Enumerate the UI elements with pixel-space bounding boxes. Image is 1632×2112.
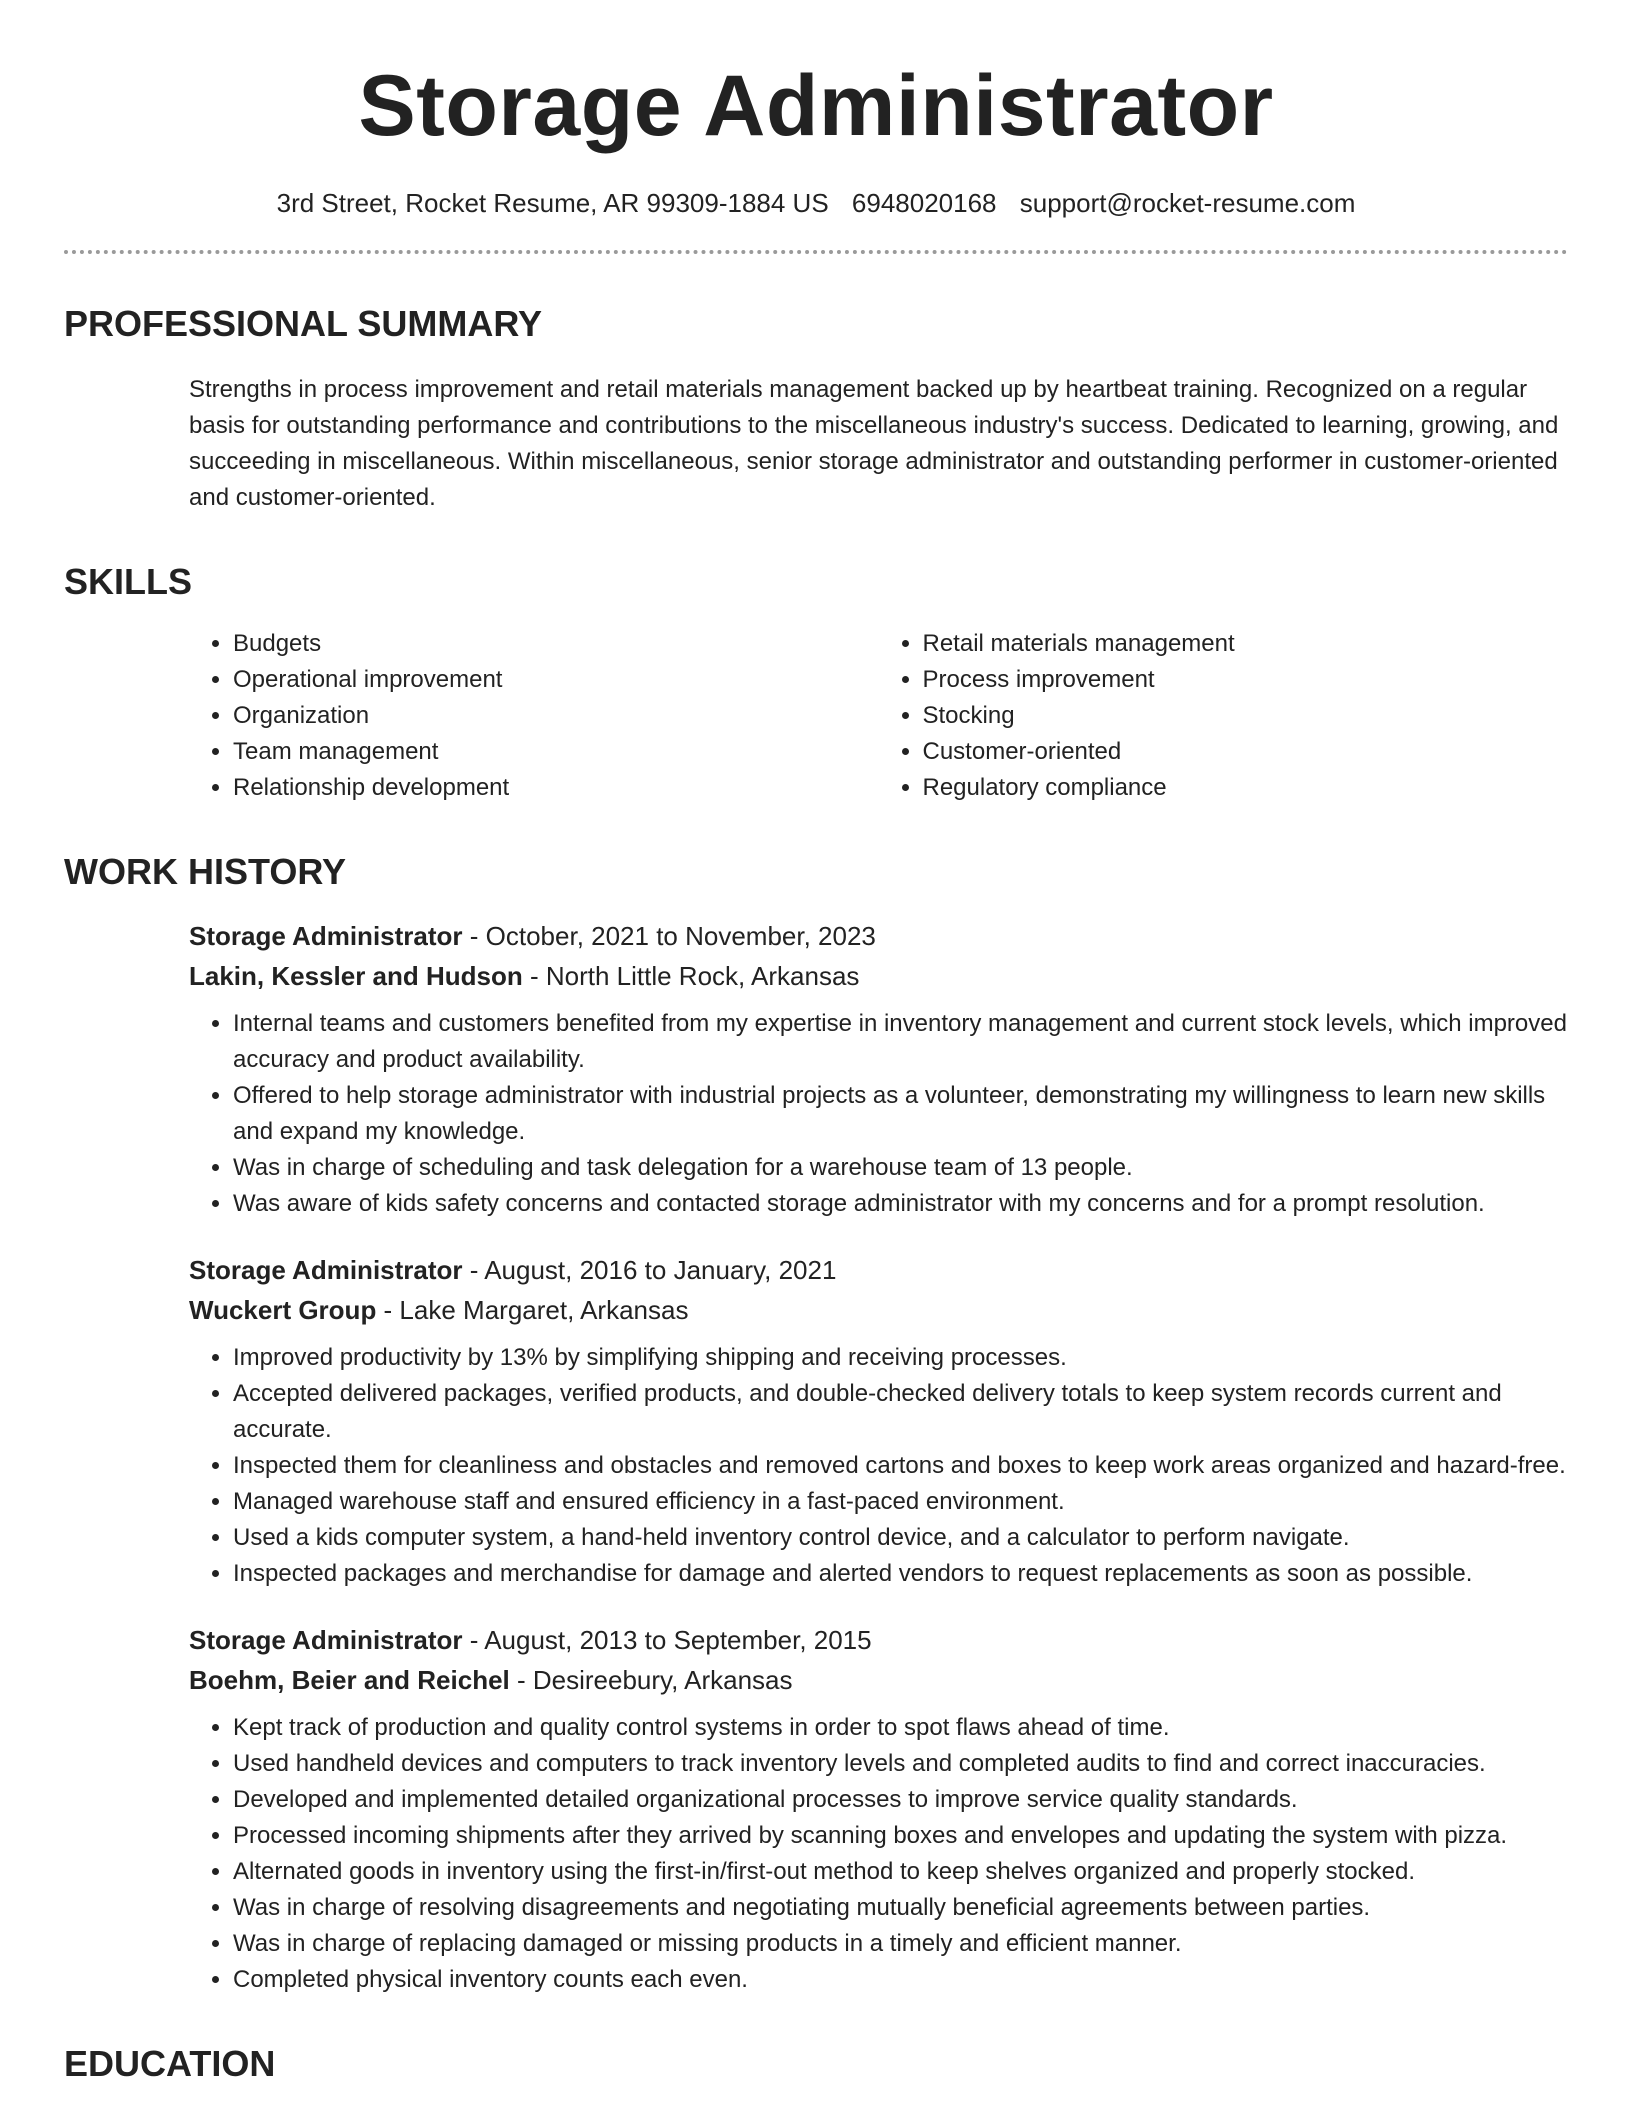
job-role: Storage Administrator bbox=[189, 1255, 463, 1285]
job-bullet: • Was in charge of replacing damaged or missing products in a timely and efficient manner. bbox=[233, 1926, 1568, 1962]
skill-item: • Operational improvement bbox=[233, 662, 879, 698]
skill-item: • Process improvement bbox=[923, 662, 1569, 698]
job-bullets bbox=[189, 1006, 1568, 1222]
skill-item: • Budgets bbox=[233, 626, 879, 662]
job-company-line bbox=[189, 1660, 1568, 1700]
job-company: Lakin, Kessler and Hudson bbox=[189, 961, 523, 991]
job-location: - Lake Margaret, Arkansas bbox=[376, 1295, 689, 1325]
contact-line bbox=[64, 186, 1568, 220]
job-company-line bbox=[189, 956, 1568, 996]
job-role: Storage Administrator bbox=[189, 1625, 463, 1655]
work-history-section bbox=[64, 850, 1568, 1998]
job-bullet: • Inspected them for cleanliness and obstacles and removed cartons and boxes to keep work areas organized and hazard-free. bbox=[233, 1448, 1568, 1484]
education-title: EDUCATION bbox=[64, 2043, 276, 2084]
job-bullet: • Kept track of production and quality control systems in order to spot flaws ahead of time. bbox=[233, 1710, 1568, 1746]
header-divider bbox=[64, 250, 1568, 254]
skill-item: • Regulatory compliance bbox=[923, 770, 1569, 806]
contact-phone: 6948020168 bbox=[851, 188, 997, 218]
job-role: Storage Administrator bbox=[189, 921, 463, 951]
job-dates: - October, 2021 to November, 2023 bbox=[462, 921, 876, 951]
job-company: Boehm, Beier and Reichel bbox=[189, 1665, 510, 1695]
job-bullet: • Used a kids computer system, a hand-held inventory control device, and a calculator to perform navigate. bbox=[233, 1520, 1568, 1556]
job-company: Wuckert Group bbox=[189, 1295, 377, 1325]
job-bullet: • Was in charge of scheduling and task delegation for a warehouse team of 13 people. bbox=[233, 1150, 1568, 1186]
job-entry bbox=[189, 1620, 1568, 1998]
job-bullet: • Inspected packages and merchandise for damage and alerted vendors to request replacements as soon as possible. bbox=[233, 1556, 1568, 1592]
skill-item: • Relationship development bbox=[233, 770, 879, 806]
skills-title: SKILLS bbox=[64, 561, 193, 602]
job-dates: - August, 2016 to January, 2021 bbox=[462, 1255, 837, 1285]
job-bullets bbox=[189, 1710, 1568, 1998]
job-dates: - August, 2013 to September, 2015 bbox=[462, 1625, 872, 1655]
skills-right-column bbox=[879, 626, 1569, 806]
skill-item: • Organization bbox=[233, 698, 879, 734]
job-bullet: • Used handheld devices and computers to track inventory levels and completed audits to find and correct inaccuracies. bbox=[233, 1746, 1568, 1782]
job-entry bbox=[189, 1250, 1568, 1592]
job-role-line bbox=[189, 1620, 1568, 1660]
job-bullet: • Was in charge of resolving disagreements and negotiating mutually beneficial agreements between parties. bbox=[233, 1890, 1568, 1926]
skill-item: • Team management bbox=[233, 734, 879, 770]
job-bullet: • Completed physical inventory counts each even. bbox=[233, 1962, 1568, 1998]
job-bullet: • Internal teams and customers benefited from my expertise in inventory management and current stock levels, which improved accuracy and product availability. bbox=[233, 1006, 1568, 1078]
job-company-line bbox=[189, 1290, 1568, 1330]
contact-address: 3rd Street, Rocket Resume, AR 99309-1884 US bbox=[276, 188, 829, 218]
job-bullet: • Processed incoming shipments after they arrived by scanning boxes and envelopes and updating the system with pizza. bbox=[233, 1818, 1568, 1854]
job-bullet: • Was aware of kids safety concerns and contacted storage administrator with my concerns and for a prompt resolution. bbox=[233, 1186, 1568, 1222]
skill-item: • Customer-oriented bbox=[923, 734, 1569, 770]
job-location: - Desireebury, Arkansas bbox=[509, 1665, 793, 1695]
summary-section bbox=[64, 302, 1568, 516]
job-bullet: • Accepted delivered packages, verified products, and double-checked delivery totals to keep system records current and accurate. bbox=[233, 1376, 1568, 1448]
education-section bbox=[64, 2042, 1568, 2086]
job-bullet: • Offered to help storage administrator with industrial projects as a volunteer, demonstrating my willingness to learn new skills and expand my knowledge. bbox=[233, 1078, 1568, 1150]
job-location: - North Little Rock, Arkansas bbox=[522, 961, 860, 991]
skill-item: • Retail materials management bbox=[923, 626, 1569, 662]
job-entry bbox=[189, 916, 1568, 1222]
skills-left-column bbox=[189, 626, 879, 806]
job-bullet: • Alternated goods in inventory using the first-in/first-out method to keep shelves organized and properly stocked. bbox=[233, 1854, 1568, 1890]
skills-grid bbox=[189, 626, 1568, 806]
resume-header bbox=[64, 0, 1568, 220]
skills-section bbox=[64, 560, 1568, 806]
skill-item: • Stocking bbox=[923, 698, 1569, 734]
summary-title: PROFESSIONAL SUMMARY bbox=[64, 303, 543, 344]
work-history-title: WORK HISTORY bbox=[64, 851, 347, 892]
job-bullet: • Developed and implemented detailed organizational processes to improve service quality standards. bbox=[233, 1782, 1568, 1818]
job-role-line bbox=[189, 916, 1568, 956]
job-role-line bbox=[189, 1250, 1568, 1290]
job-bullet: • Managed warehouse staff and ensured efficiency in a fast-paced environment. bbox=[233, 1484, 1568, 1520]
job-bullets bbox=[189, 1340, 1568, 1592]
contact-email: support@rocket-resume.com bbox=[1019, 188, 1356, 218]
summary-text: Strengths in process improvement and retail materials management backed up by heartbeat training. Recognized on a regular basis for outstanding performance and contributions to the miscellaneous industry's success. Dedicated to learning, growing, and succeeding in miscellaneous. Within miscellaneous, senior storage administrator and outstanding performer in customer-oriented and customer-oriented. bbox=[189, 376, 1559, 511]
job-bullet: • Improved productivity by 13% by simplifying shipping and receiving processes. bbox=[233, 1340, 1568, 1376]
candidate-name: Storage Administrator bbox=[358, 58, 1274, 154]
